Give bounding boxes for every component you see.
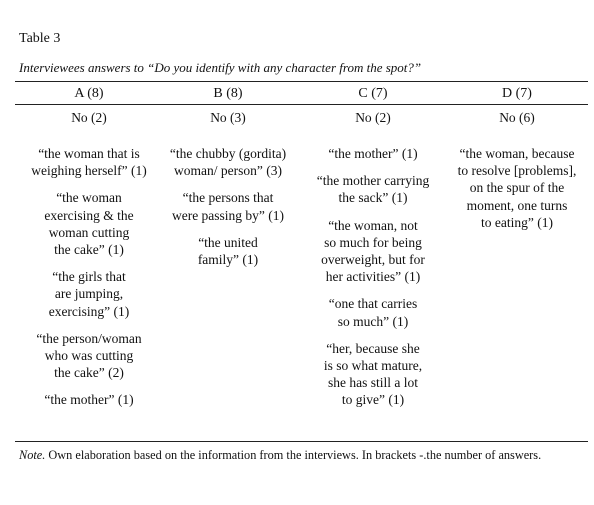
no-count: No (3) xyxy=(210,110,246,125)
no-count: No (2) xyxy=(71,110,107,125)
column-header-b: B (8) xyxy=(213,86,243,101)
answer: “the woman that is weighing herself” (1) xyxy=(31,146,147,179)
no-count: No (2) xyxy=(355,110,391,125)
answer: “the person/woman who was cutting the cake” (2) xyxy=(36,330,142,381)
column-header-c: C (7) xyxy=(358,86,388,101)
note-label: Note. xyxy=(19,448,46,462)
answer: “the persons that were passing by” (1) xyxy=(171,190,285,223)
table-label: Table 3 xyxy=(19,31,61,46)
answer: “her, because she is so what mature, she has still a lot to give” (1) xyxy=(323,340,423,408)
column-b xyxy=(153,110,303,278)
top-rule xyxy=(15,81,588,82)
answer: “the woman exercising & the woman cutting the cake” (1) xyxy=(44,190,134,258)
no-count: No (6) xyxy=(499,110,535,125)
answer: “one that carries so much” (1) xyxy=(328,296,418,329)
bottom-rule xyxy=(15,441,588,442)
answer: “the mother” (1) xyxy=(44,392,134,408)
answer: “the woman, not so much for being overweight, but for her activities” (1) xyxy=(321,217,425,285)
answer: “the mother carrying the sack” (1) xyxy=(316,173,430,206)
table-note xyxy=(19,448,541,463)
answer: “the chubby (gordita) woman/ person” (3) xyxy=(169,146,287,179)
note-text: Own elaboration based on the information from the interviews. In brackets -.the number of answers. xyxy=(45,448,542,462)
column-a xyxy=(14,110,164,419)
answer: “the woman, because to resolve [problems], on the spur of the moment, one turns to eating” (1) xyxy=(457,146,577,230)
column-c xyxy=(298,110,448,419)
column-header-a: A (8) xyxy=(74,86,104,101)
answer: “the united family” (1) xyxy=(197,234,259,268)
header-rule xyxy=(15,104,588,105)
answer: “the mother” (1) xyxy=(328,146,418,161)
column-header-d: D (7) xyxy=(502,86,532,101)
answer: “the girls that are jumping, exercising” (1) xyxy=(48,269,130,319)
table-title: Interviewees answers to “Do you identify with any character from the spot?” xyxy=(19,60,422,75)
column-d xyxy=(442,110,592,241)
